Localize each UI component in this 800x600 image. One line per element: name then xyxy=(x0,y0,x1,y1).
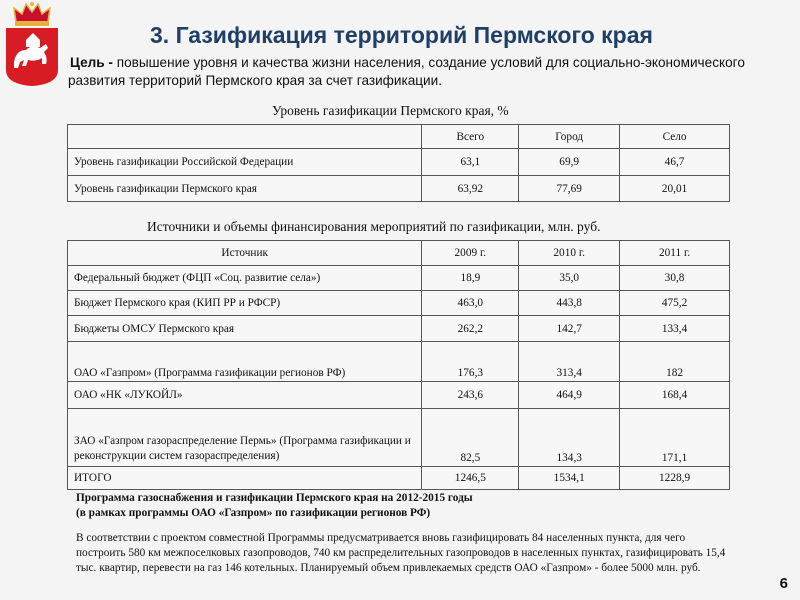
perm-krai-emblem-icon xyxy=(2,0,62,88)
table-header-cell: Источник xyxy=(68,241,422,266)
program-heading: Программа газоснабжения и газификации Пермского края на 2012-2015 годы xyxy=(76,492,473,504)
goal-statement xyxy=(68,54,748,90)
row-label: ИТОГО xyxy=(68,467,422,490)
row-label: Бюджет Пермского края (КИП РР и РФСР) xyxy=(68,291,422,316)
table-row xyxy=(68,382,730,409)
table-row xyxy=(68,266,730,291)
table-header-cell: Город xyxy=(519,125,620,149)
table-cell: 35,0 xyxy=(519,266,620,291)
gas-level-table xyxy=(67,124,730,202)
table-total-row xyxy=(68,467,730,490)
page-title: 3. Газификация территорий Пермского края xyxy=(150,22,653,48)
table-cell: 313,4 xyxy=(519,342,620,382)
table-cell: 171,1 xyxy=(620,409,730,467)
table-cell: 1246,5 xyxy=(422,467,519,490)
table-cell: 63,92 xyxy=(422,176,519,202)
table-header-cell: Всего xyxy=(422,125,519,149)
row-label: ЗАО «Газпром газораспределение Пермь» (Программа газификации и реконструкции систем газораспределения) xyxy=(68,409,422,467)
table-cell: 142,7 xyxy=(519,316,620,342)
page-number: 6 xyxy=(779,575,788,592)
table-header-cell: 2011 г. xyxy=(620,241,730,266)
goal-label: Цель - xyxy=(70,55,113,70)
table-cell: 463,0 xyxy=(422,291,519,316)
program-note xyxy=(76,491,726,576)
table-cell: 134,3 xyxy=(519,409,620,467)
table-row xyxy=(68,316,730,342)
table-cell: 243,6 xyxy=(422,382,519,409)
table-header-cell xyxy=(68,125,422,149)
table-row xyxy=(68,291,730,316)
row-label: Бюджеты ОМСУ Пермского края xyxy=(68,316,422,342)
table-cell: 18,9 xyxy=(422,266,519,291)
goal-text: повышение уровня и качества жизни населения, создание условий для социально-экономического развития территорий Пермского края за счет газификации. xyxy=(68,55,745,88)
table-cell: 443,8 xyxy=(519,291,620,316)
table-cell: 133,4 xyxy=(620,316,730,342)
table-cell: 176,3 xyxy=(422,342,519,382)
row-label: Уровень газификации Российской Федерации xyxy=(68,149,422,176)
table-cell: 1534,1 xyxy=(519,467,620,490)
table-header-cell: 2010 г. xyxy=(519,241,620,266)
table-cell: 63,1 xyxy=(422,149,519,176)
row-label: ОАО «Газпром» (Программа газификации регионов РФ) xyxy=(68,342,422,382)
table-cell: 168,4 xyxy=(620,382,730,409)
table-cell: 182 xyxy=(620,342,730,382)
table-cell: 30,8 xyxy=(620,266,730,291)
row-label: ОАО «НК «ЛУКОЙЛ» xyxy=(68,382,422,409)
table-cell: 1228,9 xyxy=(620,467,730,490)
table-cell: 20,01 xyxy=(620,176,730,202)
program-body: В соответствии с проектом совместной Программы предусматривается вновь газифицировать 84 населенных пункта, для чего построить 580 км межпоселковых газопроводов, 740 км распределительных газопроводов в населенных пунктах, газифицировать 15,4 тыс. квартир, перевести на газ 146 котельных. Планируемый объем привлекаемых средств ОАО «Газпром» - более 5000 млн. руб. xyxy=(76,532,726,574)
table-cell: 464,9 xyxy=(519,382,620,409)
row-label: Уровень газификации Пермского края xyxy=(68,176,422,202)
row-label: Федеральный бюджет (ФЦП «Соц. развитие села») xyxy=(68,266,422,291)
table-header-row xyxy=(68,241,730,266)
table-row xyxy=(68,149,730,176)
table-row xyxy=(68,176,730,202)
program-subheading: (в рамках программы ОАО «Газпром» по газификации регионов РФ) xyxy=(76,507,431,519)
table-cell: 475,2 xyxy=(620,291,730,316)
gas-level-caption: Уровень газификации Пермского края, % xyxy=(272,103,509,118)
table-cell: 77,69 xyxy=(519,176,620,202)
table-cell: 46,7 xyxy=(620,149,730,176)
table-cell: 69,9 xyxy=(519,149,620,176)
table-row xyxy=(68,342,730,382)
table-row xyxy=(68,409,730,467)
table-cell: 82,5 xyxy=(422,409,519,467)
table-header-cell: Село xyxy=(620,125,730,149)
table-cell: 262,2 xyxy=(422,316,519,342)
table-header-cell: 2009 г. xyxy=(422,241,519,266)
funding-caption: Источники и объемы финансирования мероприятий по газификации, млн. руб. xyxy=(147,219,601,234)
table-header-row xyxy=(68,125,730,149)
funding-table xyxy=(67,240,730,490)
